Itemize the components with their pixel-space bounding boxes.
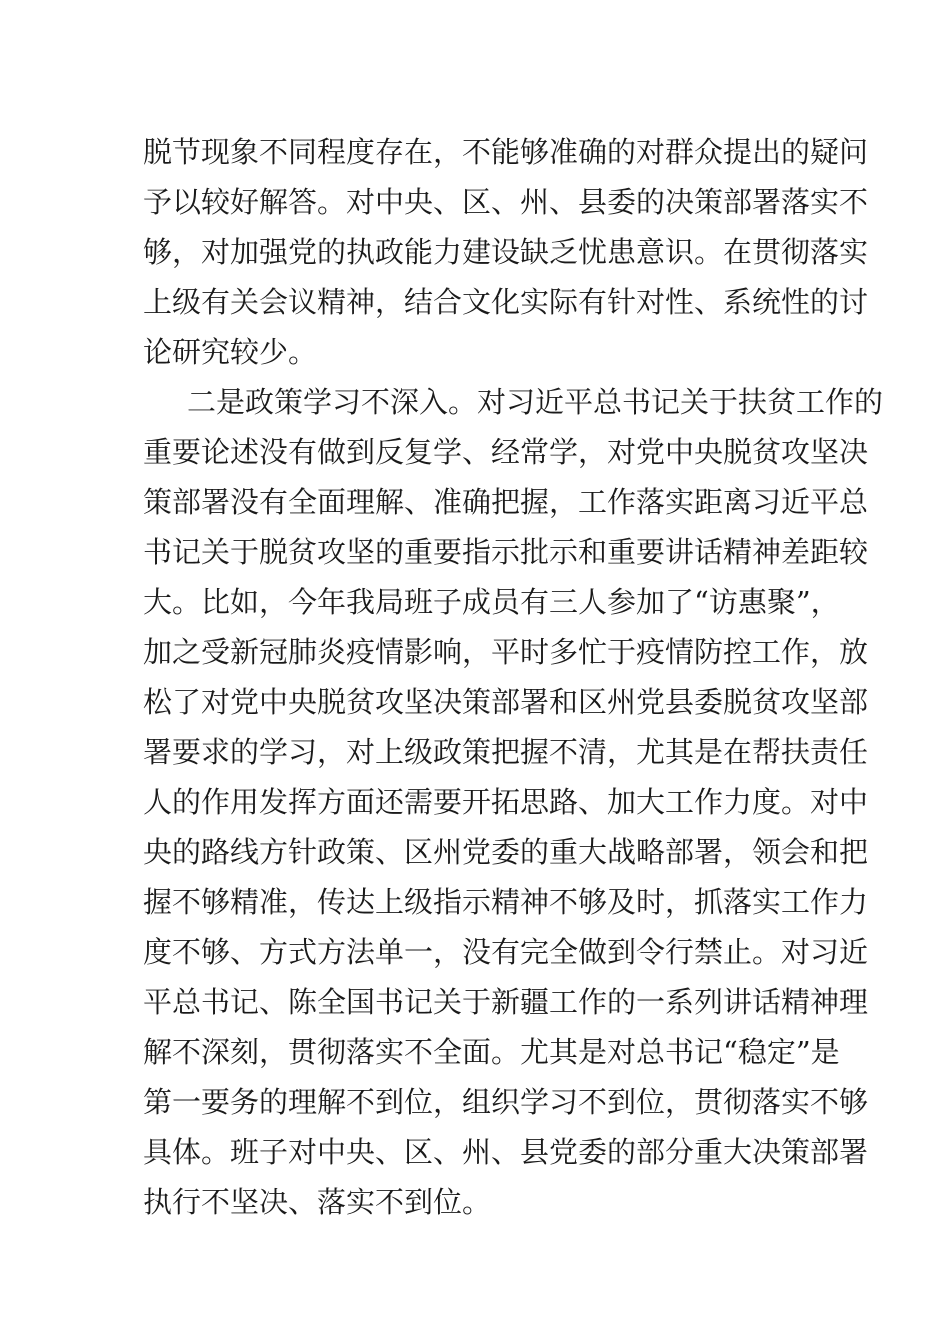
text-line: 重要论述没有做到反复学、经常学，对党中央脱贫攻坚决	[143, 435, 869, 469]
text-line: 握不够精准，传达上级指示精神不够及时，抓落实工作力	[143, 885, 869, 919]
text-line: 加之受新冠肺炎疫情影响，平时多忙于疫情防控工作，放	[143, 635, 869, 669]
text-line: 松了对党中央脱贫攻坚决策部署和区州党县委脱贫攻坚部	[143, 685, 869, 719]
text-line: 署要求的学习，对上级政策把握不清，尤其是在帮扶责任	[143, 735, 869, 769]
text-line: 执行不坚决、落实不到位。	[143, 1185, 492, 1219]
text-line: 央的路线方针政策、区州党委的重大战略部署，领会和把	[143, 835, 869, 869]
text-line: 第一要务的理解不到位，组织学习不到位，贯彻落实不够	[143, 1085, 869, 1119]
text-line: 够，对加强党的执政能力建设缺乏忧患意识。在贯彻落实	[143, 235, 869, 269]
text-line: 人的作用发挥方面还需要开拓思路、加大工作力度。对中	[143, 785, 869, 819]
text-line: 平总书记、陈全国书记关于新疆工作的一系列讲话精神理	[143, 985, 869, 1019]
body-text	[143, 127, 884, 1227]
text-line: 书记关于脱贫攻坚的重要指示批示和重要讲话精神差距较	[143, 535, 869, 569]
text-line: 度不够、方式方法单一，没有完全做到令行禁止。对习近	[143, 935, 869, 969]
text-line: 上级有关会议精神，结合文化实际有针对性、系统性的讨	[143, 285, 869, 319]
text-line: 大。比如，今年我局班子成员有三人参加了“访惠聚”，	[143, 585, 840, 619]
paragraph-2	[143, 377, 884, 1227]
text-line: 脱节现象不同程度存在，不能够准确的对群众提出的疑问	[143, 135, 869, 169]
text-line: 策部署没有全面理解、准确把握，工作落实距离习近平总	[143, 485, 869, 519]
text-line: 予以较好解答。对中央、区、州、县委的决策部署落实不	[143, 185, 869, 219]
text-line: 解不深刻，贯彻落实不全面。尤其是对总书记“稳定”是	[143, 1035, 840, 1069]
paragraph-1	[143, 127, 869, 377]
text-line: 论研究较少。	[143, 335, 318, 369]
text-line: 二是政策学习不深入。对习近平总书记关于扶贫工作的	[187, 385, 884, 419]
text-line: 具体。班子对中央、区、州、县党委的部分重大决策部署	[143, 1135, 869, 1169]
